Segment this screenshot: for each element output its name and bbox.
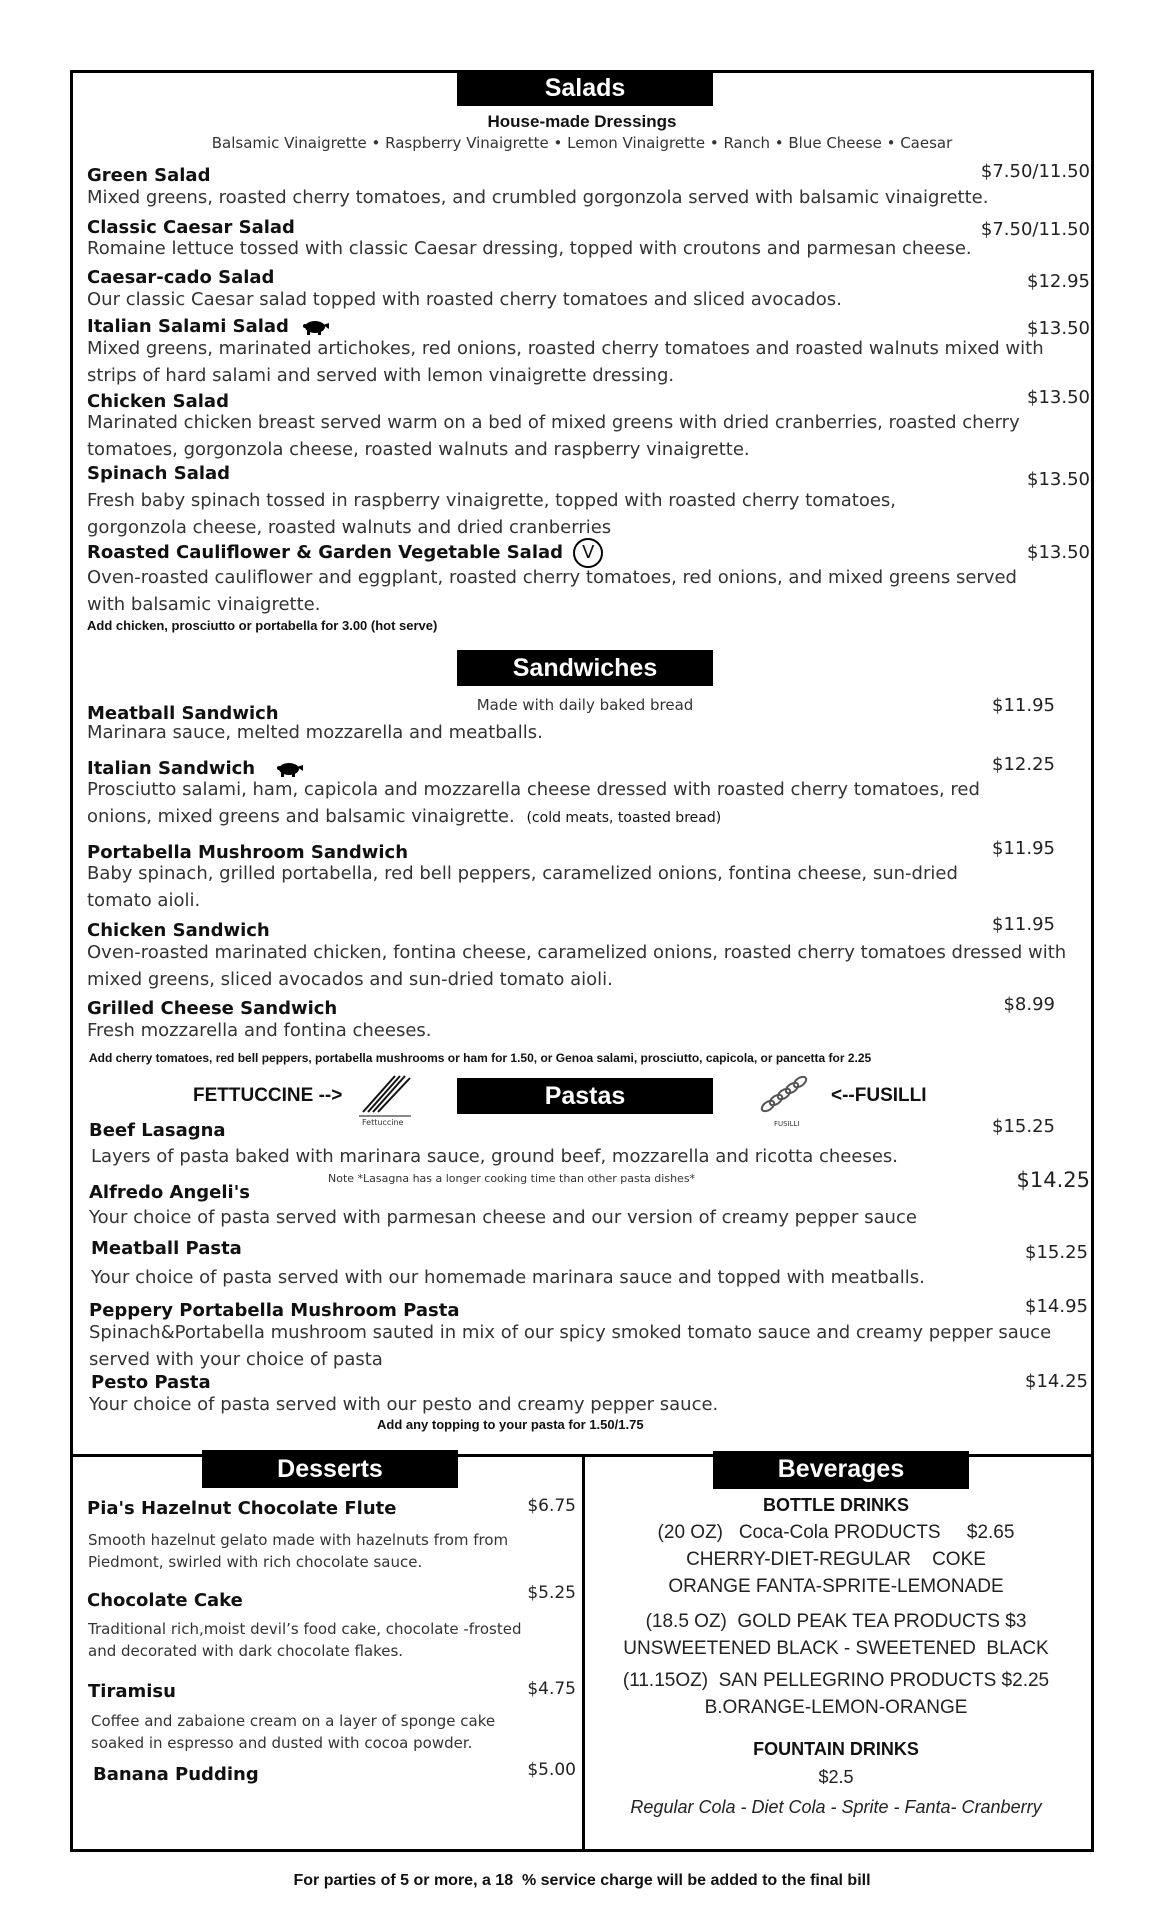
- salad-item-price: $13.50: [1027, 469, 1090, 490]
- salad-item-price: $13.50: [1027, 318, 1090, 339]
- salad-item-name: [87, 316, 329, 337]
- salads-addon: Add chicken, prosciutto or portabella for 3.00 (hot serve): [87, 618, 438, 633]
- beverages-header: Beverages: [713, 1451, 969, 1489]
- sandwiches-header: Sandwiches: [457, 650, 713, 686]
- section-divider-vertical: [582, 1454, 585, 1852]
- pasta-item-name: Beef Lasagna: [89, 1120, 226, 1141]
- vegetarian-badge: V: [573, 538, 603, 568]
- pig-icon: [277, 761, 303, 777]
- sandwich-item-name: Portabella Mushroom Sandwich: [87, 842, 409, 863]
- salad-item-name: Spinach Salad: [87, 463, 231, 484]
- salad-item-name: Caesar-cado Salad: [87, 267, 275, 288]
- pasta-item-desc: Your choice of pasta served with parmesan cheese and our version of creamy pepper sauce: [89, 1207, 917, 1228]
- fountain-list: Regular Cola - Diet Cola - Sprite - Fanta- Cranberry: [630, 1797, 1042, 1817]
- pasta-item-price: $14.25: [1016, 1168, 1090, 1192]
- fettuccine-caption: Fettuccine: [362, 1118, 404, 1127]
- sandwich-item-desc: Marinara sauce, melted mozzarella and meatballs.: [87, 722, 543, 743]
- sandwich-item-name: Chicken Sandwich: [87, 920, 270, 941]
- sandwich-item-name: Grilled Cheese Sandwich: [87, 998, 338, 1019]
- sandwich-item-desc: [87, 776, 1017, 832]
- fettuccine-label: FETTUCCINE -->: [193, 1085, 343, 1106]
- bottle-drinks-heading: BOTTLE DRINKS: [763, 1495, 909, 1515]
- salads-header: Salads: [457, 70, 713, 106]
- salad-item-desc: Mixed greens, marinated artichokes, red onions, roasted cherry tomatoes and roasted walnuts mixed with strips of hard salami and served with lemon vinaigrette dressing.: [87, 338, 1044, 386]
- dessert-item-price: $6.75: [527, 1496, 576, 1516]
- salad-item-name: Chicken Salad: [87, 391, 229, 412]
- dessert-item-name: Pia's Hazelnut Chocolate Flute: [87, 1498, 397, 1519]
- beverage-line: B.ORANGE-LEMON-ORANGE: [704, 1697, 968, 1718]
- pastas-addon: Add any topping to your pasta for 1.50/1.75: [377, 1417, 644, 1432]
- pasta-item-price: $15.25: [1025, 1242, 1088, 1263]
- salad-item-name: Green Salad: [87, 165, 211, 186]
- pasta-item-name: Meatball Pasta: [91, 1238, 242, 1259]
- sandwich-item-name: Meatball Sandwich: [87, 703, 279, 724]
- pasta-item-name: Pesto Pasta: [91, 1372, 211, 1393]
- dressings-heading: House-made Dressings: [487, 112, 677, 131]
- pasta-item-desc: Spinach&Portabella mushroom sauted in mix of our spicy smoked tomato sauce and creamy pepper sauce served with your choice of pasta: [89, 1322, 1052, 1370]
- dessert-item-name: Banana Pudding: [93, 1764, 259, 1785]
- salad-item-price: $13.50: [1027, 542, 1090, 563]
- fountain-drinks-heading: FOUNTAIN DRINKS: [753, 1739, 919, 1759]
- sandwich-item-desc: Fresh mozzarella and fontina cheeses.: [87, 1020, 432, 1041]
- dessert-item-desc: Traditional rich,moist devil’s food cake, chocolate -frosted and decorated with dark chocolate flakes.: [88, 1620, 522, 1660]
- sandwich-item-price: $11.95: [992, 695, 1055, 716]
- salad-item-name-text: Roasted Cauliflower & Garden Vegetable Salad: [87, 542, 564, 563]
- fusilli-caption: FUSILLI: [774, 1120, 800, 1128]
- beverage-line: ORANGE FANTA-SPRITE-LEMONADE: [668, 1576, 1004, 1597]
- fusilli-icon: [756, 1068, 816, 1118]
- salad-item-desc: Oven-roasted cauliflower and eggplant, roasted cherry tomatoes, red onions, and mixed greens served with balsamic vinaigrette.: [87, 567, 1017, 615]
- sandwich-item-desc: Baby spinach, grilled portabella, red bell peppers, caramelized onions, fontina cheese, sun-dried tomato aioli.: [87, 863, 958, 911]
- salad-item-name: Classic Caesar Salad: [87, 217, 295, 238]
- salad-item-desc: Fresh baby spinach tossed in raspberry vinaigrette, topped with roasted cherry tomatoes, gorgonzola cheese, roasted walnuts and dried cranberries: [87, 490, 897, 538]
- sandwich-item-desc: Oven-roasted marinated chicken, fontina cheese, caramelized onions, roasted cherry tomatoes dressed with mixed greens, sliced avocados and sun-dried tomato aioli.: [87, 942, 1067, 990]
- fusilli-label: <--FUSILLI: [831, 1085, 927, 1106]
- sandwich-item-price: $11.95: [992, 838, 1055, 859]
- sandwich-item-price: $8.99: [1003, 994, 1055, 1015]
- dessert-item-desc: Coffee and zabaione cream on a layer of sponge cake soaked in espresso and dusted with cocoa powder.: [91, 1712, 496, 1752]
- lasagna-note: Note *Lasagna has a longer cooking time than other pasta dishes*: [328, 1172, 696, 1185]
- salad-item-desc: Our classic Caesar salad topped with roasted cherry tomatoes and sliced avocados.: [87, 289, 842, 310]
- beverage-line: (20 OZ) Coca-Cola PRODUCTS $2.65: [657, 1522, 1015, 1543]
- pastas-header: Pastas: [457, 1078, 713, 1114]
- pasta-item-price: $14.25: [1025, 1371, 1088, 1392]
- beverage-line: (18.5 OZ) GOLD PEAK TEA PRODUCTS $3: [645, 1611, 1027, 1632]
- beverage-line: (11.15OZ) SAN PELLEGRINO PRODUCTS $2.25: [622, 1670, 1050, 1691]
- pasta-item-name: Peppery Portabella Mushroom Pasta: [89, 1300, 460, 1321]
- sandwich-item-note: (cold meats, toasted bread): [526, 810, 722, 826]
- dessert-item-name: Tiramisu: [88, 1681, 176, 1702]
- pig-icon: [303, 319, 329, 335]
- pasta-item-name: Alfredo Angeli's: [89, 1182, 250, 1203]
- dressings-list: Balsamic Vinaigrette • Raspberry Vinaigrette • Lemon Vinaigrette • Ranch • Blue Cheese • Caesar: [211, 134, 953, 152]
- salad-item-price: $7.50/11.50: [980, 219, 1090, 240]
- fountain-price: $2.5: [818, 1767, 854, 1787]
- beverage-line: UNSWEETENED BLACK - SWEETENED BLACK: [623, 1638, 1049, 1659]
- sandwiches-addon: Add cherry tomatoes, red bell peppers, portabella mushrooms or ham for 1.50, or Genoa salami, prosciutto, capicola, or pancetta for 2.25: [89, 1051, 872, 1065]
- salad-item-desc: Romaine lettuce tossed with classic Caesar dressing, topped with croutons and parmesan cheese.: [87, 238, 972, 259]
- pasta-item-desc: Layers of pasta baked with marinara sauce, ground beef, mozzarella and ricotta cheeses.: [91, 1146, 898, 1167]
- dessert-item-name: Chocolate Cake: [87, 1590, 243, 1611]
- pasta-item-price: $15.25: [992, 1116, 1055, 1137]
- sandwich-item-desc-text: Prosciutto salami, ham, capicola and mozzarella cheese dressed with roasted cherry tomatoes, red onions, mixed greens and balsamic vinaigrette.: [87, 779, 980, 827]
- dessert-item-price: $5.00: [527, 1760, 576, 1780]
- dessert-item-desc: Smooth hazelnut gelato made with hazelnuts from from Piedmont, swirled with rich chocolate sauce.: [88, 1531, 509, 1571]
- pasta-item-desc: Your choice of pasta served with our homemade marinara sauce and topped with meatballs.: [91, 1267, 925, 1288]
- dessert-item-price: $5.25: [527, 1583, 576, 1603]
- salad-item-desc: Marinated chicken breast served warm on a bed of mixed greens with dried cranberries, roasted cherry tomatoes, gorgonzola cheese, roasted walnuts and raspberry vinaigrette.: [87, 412, 1020, 460]
- salad-item-price: $13.50: [1027, 387, 1090, 408]
- beverage-line: CHERRY-DIET-REGULAR COKE: [686, 1549, 986, 1570]
- salad-item-desc: Mixed greens, roasted cherry tomatoes, and crumbled gorgonzola served with balsamic vinaigrette.: [87, 187, 989, 208]
- sandwich-item-price: $11.95: [992, 914, 1055, 935]
- fettuccine-icon: [355, 1070, 415, 1120]
- dessert-item-price: $4.75: [527, 1679, 576, 1699]
- desserts-header: Desserts: [202, 1450, 458, 1488]
- salad-item-price: $12.95: [1027, 271, 1090, 292]
- sandwich-item-price: $12.25: [992, 754, 1055, 775]
- sandwich-item-name-text: Italian Sandwich: [87, 758, 256, 779]
- salad-item-price: $7.50/11.50: [980, 161, 1090, 182]
- salad-item-name-text: Italian Salami Salad: [87, 316, 289, 337]
- sandwiches-subtitle: Made with daily baked bread: [476, 696, 694, 714]
- pasta-item-desc: Your choice of pasta served with our pesto and creamy pepper sauce.: [89, 1394, 719, 1415]
- pasta-item-price: $14.95: [1025, 1296, 1088, 1317]
- service-charge-footer: For parties of 5 or more, a 18 % service charge will be added to the final bill: [293, 1872, 871, 1889]
